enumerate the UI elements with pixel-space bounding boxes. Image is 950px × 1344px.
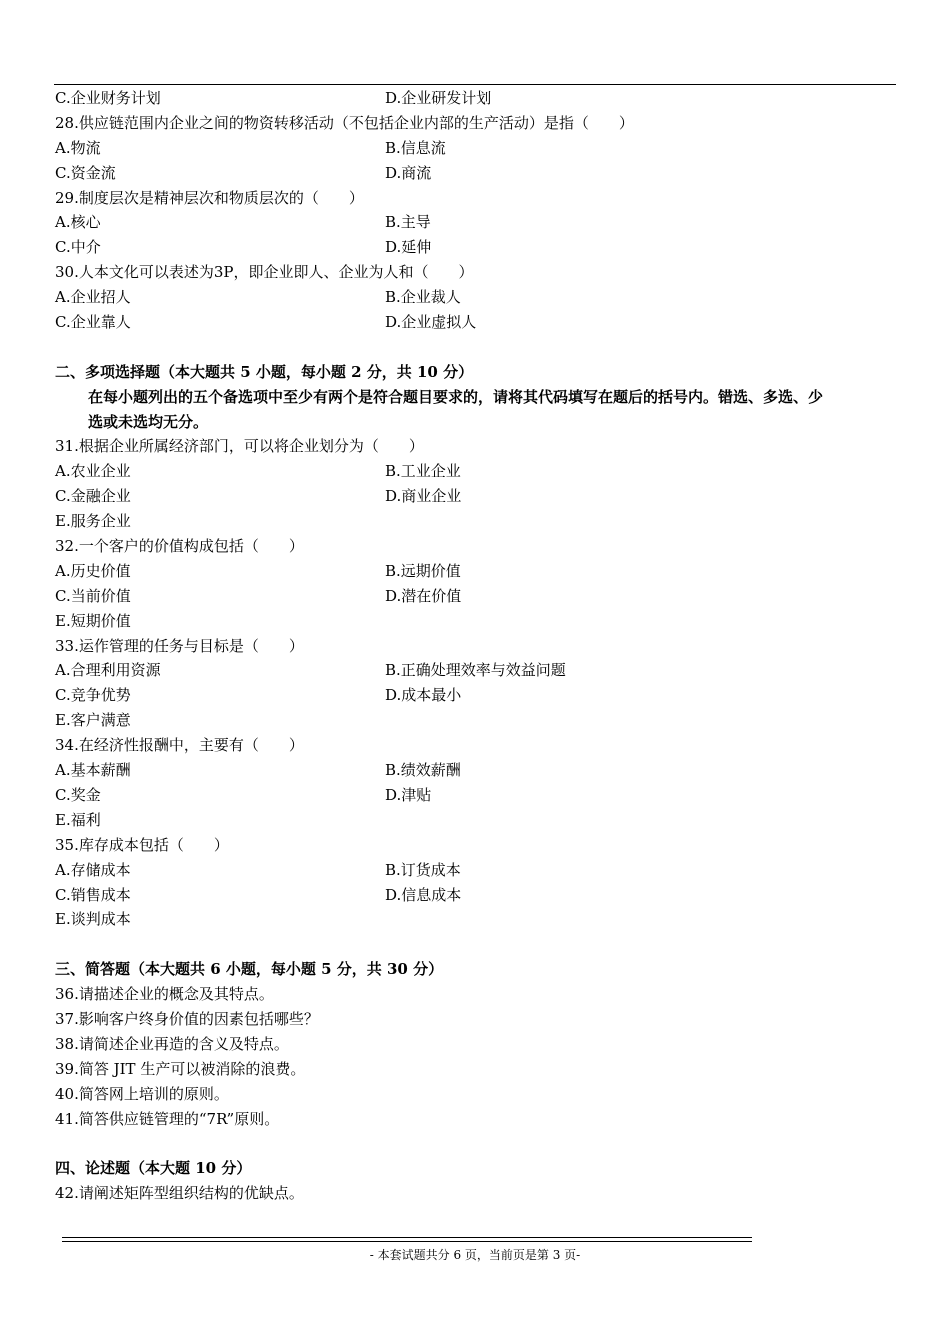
option-right: B.企业裁人 [385, 288, 461, 307]
option-row [55, 210, 900, 235]
option-row [55, 658, 900, 683]
option-row [55, 484, 900, 509]
question-39: 39.简答 JIT 生产可以被消除的浪费。 [55, 1059, 306, 1078]
option-right: D.潜在价值 [385, 586, 462, 605]
option-left: C.中介 [55, 238, 101, 257]
option-right: B.绩效薪酬 [385, 761, 461, 780]
question-41: 41.简答供应链管理的“7R”原则。 [55, 1109, 280, 1128]
question-line: E.客户满意 [55, 711, 131, 730]
option-left: C.竞争优势 [55, 686, 131, 705]
option-right: B.工业企业 [385, 462, 461, 481]
option-right: D.商流 [385, 163, 432, 182]
option-row [55, 285, 900, 310]
question-line: E.福利 [55, 810, 101, 829]
option-left: A.物流 [55, 138, 101, 157]
question-line: 30.人本文化可以表述为3P，即企业即人、企业为人和（ ） [55, 263, 474, 282]
section4-heading: 四、论述题（本大题 10 分） [55, 1159, 252, 1178]
question-37: 37.影响客户终身价值的因素包括哪些？ [55, 1009, 319, 1028]
question-line: 29.制度层次是精神层次和物质层次的（ ） [55, 188, 364, 207]
option-right: D.津贴 [385, 785, 432, 804]
option-right: B.信息流 [385, 138, 446, 157]
option-right: B.主导 [385, 213, 431, 232]
option-left: C.企业财务计划 [55, 89, 161, 107]
question-line: 35.库存成本包括（ ） [55, 835, 229, 854]
option-row [55, 136, 900, 161]
option-right: B.正确处理效率与效益问题 [385, 661, 566, 680]
option-row [55, 858, 900, 883]
question-42: 42.请阐述矩阵型组织结构的优缺点。 [55, 1184, 304, 1203]
option-row [55, 683, 900, 708]
question-line: 28.供应链范围内企业之间的物资转移活动（不包括企业内部的生产活动）是指（ ） [55, 113, 634, 132]
option-left: C.奖金 [55, 785, 101, 804]
option-left: C.资金流 [55, 163, 116, 182]
question-line: 34.在经济性报酬中，主要有（ ） [55, 736, 304, 755]
option-row [55, 86, 900, 111]
option-left: A.存储成本 [55, 860, 131, 879]
option-right: D.信息成本 [385, 885, 462, 904]
option-right: B.远期价值 [385, 561, 461, 580]
section2-items [55, 434, 900, 932]
question-line: E.服务企业 [55, 512, 131, 531]
option-row [55, 559, 900, 584]
option-row [55, 783, 900, 808]
question-line: 33.运作管理的任务与目标是（ ） [55, 636, 304, 655]
question-40: 40.简答网上培训的原则。 [55, 1084, 229, 1103]
option-left: A.核心 [55, 213, 101, 232]
option-right: D.商业企业 [385, 487, 462, 506]
option-right: D.企业研发计划 [385, 89, 492, 107]
question-line: 31.根据企业所属经济部门，可以将企业划分为（ ） [55, 437, 424, 456]
section2-instruction-1: 在每小题列出的五个备选项中至少有两个是符合题目要求的，请将其代码填写在题后的括号内。错选、多选、少 [88, 387, 824, 406]
option-row [55, 758, 900, 783]
section2-instruction-2: 选或未选均无分。 [88, 412, 209, 431]
option-left: A.合理利用资源 [55, 661, 161, 680]
option-row [55, 310, 900, 335]
exam-content [55, 86, 900, 1206]
question-line: 32.一个客户的价值构成包括（ ） [55, 537, 304, 556]
option-row [55, 459, 900, 484]
question-line: E.短期价值 [55, 611, 131, 630]
page-footer: - 本套试题共分 6 页，当前页是第 3 页- [369, 1248, 581, 1262]
section2-heading: 二、多项选择题（本大题共 5 小题，每小题 2 分，共 10 分） [55, 362, 474, 381]
option-left: C.金融企业 [55, 487, 131, 506]
option-row [55, 235, 900, 260]
option-left: C.当前价值 [55, 586, 131, 605]
footer-rule-thick [62, 1241, 752, 1242]
option-row [55, 161, 900, 186]
footer-rule [62, 1237, 752, 1238]
question-36: 36.请描述企业的概念及其特点。 [55, 985, 274, 1004]
option-right: D.企业虚拟人 [385, 313, 477, 332]
option-right: D.延伸 [385, 238, 432, 257]
option-left: A.企业招人 [55, 288, 131, 307]
option-left: A.农业企业 [55, 462, 131, 481]
option-left: C.企业靠人 [55, 313, 131, 332]
option-row [55, 883, 900, 908]
option-right: B.订货成本 [385, 860, 461, 879]
single-choice-tail [55, 86, 900, 335]
top-rule [54, 84, 896, 85]
question-line: E.谈判成本 [55, 910, 131, 929]
option-right: D.成本最小 [385, 686, 462, 705]
option-left: C.销售成本 [55, 885, 131, 904]
option-left: A.历史价值 [55, 561, 131, 580]
section3-heading: 三、简答题（本大题共 6 小题，每小题 5 分，共 30 分） [55, 960, 444, 979]
question-38: 38.请简述企业再造的含义及特点。 [55, 1034, 289, 1053]
option-row [55, 584, 900, 609]
option-left: A.基本薪酬 [55, 761, 131, 780]
